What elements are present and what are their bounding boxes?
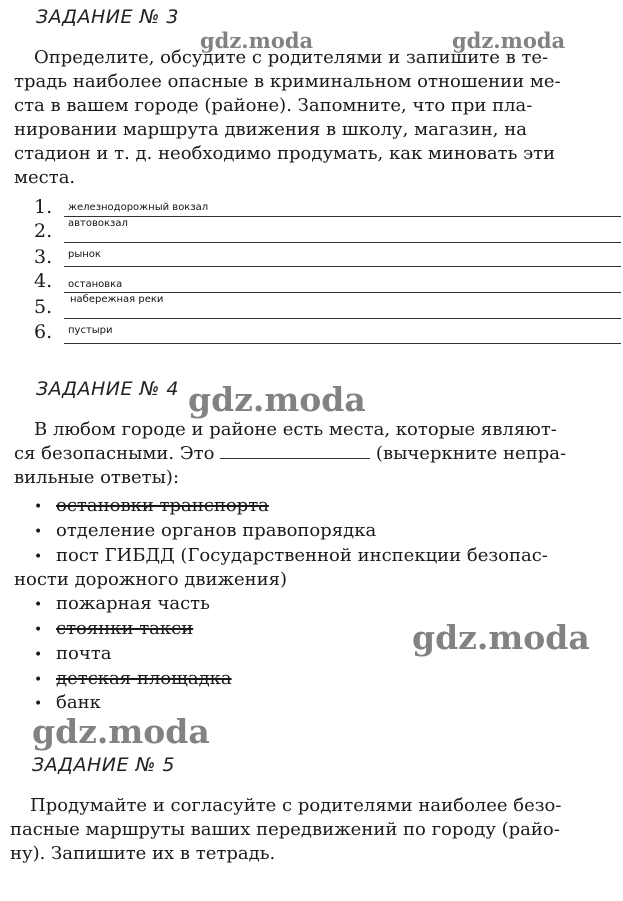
bullet-icon: • [34, 622, 43, 638]
handwritten-answer: железнодорожный вокзал [68, 202, 209, 213]
bullet-icon: • [34, 672, 43, 688]
list-item [34, 642, 111, 667]
answer-number: 6. [34, 321, 53, 343]
text-line: Продумайте и согласуйте с родителями наиболее безо- [30, 795, 562, 816]
answer-line [64, 242, 621, 243]
list-item [34, 519, 376, 544]
task3-heading: ЗАДАНИЕ № 3 [36, 6, 179, 28]
text-line: Определите, обсудите с родителями и запишите в те- [34, 47, 549, 68]
handwritten-answer: набережная реки [70, 294, 164, 305]
text-line: ста в вашем городе (районе). Запомните, что при пла- [14, 95, 533, 116]
watermark: gdz.moda [32, 712, 210, 751]
answer-line [64, 318, 621, 319]
text-line: места. [14, 167, 76, 188]
answer-line [64, 343, 621, 344]
text-line: нировании маршрута движения в школу, магазин, на [14, 119, 527, 140]
fill-in-blank [220, 442, 370, 459]
handwritten-answer: рынок [68, 249, 101, 260]
text-line: вильные ответы): [14, 467, 180, 488]
task4-heading: ЗАДАНИЕ № 4 [36, 378, 179, 400]
list-item-text: стоянки такси [56, 618, 194, 639]
text-line: пасные маршруты ваших передвижений по городу (райо- [10, 819, 560, 840]
list-item-text: остановки транспорта [56, 495, 269, 516]
answer-number: 3. [34, 246, 53, 268]
text-line: ну). Запишите их в тетрадь. [10, 843, 276, 864]
text-line: традь наиболее опасные в криминальном отношении ме- [14, 71, 561, 92]
task5-heading: ЗАДАНИЕ № 5 [32, 754, 175, 776]
answer-number: 4. [34, 270, 53, 292]
list-item-text: детская площадка [56, 668, 232, 689]
list-item-text: отделение органов правопорядка [56, 520, 377, 541]
text-line [14, 442, 622, 466]
handwritten-answer: пустыри [68, 325, 113, 336]
task4-text [14, 418, 622, 490]
list-item-text: почта [56, 643, 112, 664]
watermark: gdz.moda [412, 618, 590, 657]
list-item [34, 494, 269, 519]
bullet-icon: • [34, 696, 43, 712]
list-item-continuation [14, 568, 287, 592]
watermark: gdz.moda [188, 380, 366, 419]
list-item-text: ности дорожного движения) [14, 569, 288, 590]
list-item [34, 667, 232, 692]
bullet-icon: • [34, 524, 43, 540]
text-segment: (вычеркните непра- [375, 443, 567, 464]
bullet-icon: • [34, 499, 43, 515]
text-segment: ся безопасными. Это [14, 443, 215, 464]
watermark: gdz.moda [200, 28, 314, 53]
task5-text [10, 794, 618, 866]
text-line: стадион и т. д. необходимо продумать, как миновать эти [14, 143, 556, 164]
list-item-text: банк [56, 692, 101, 713]
list-item-text: пост ГИБДД (Государственной инспекции безопас- [56, 545, 548, 566]
bullet-icon: • [34, 647, 43, 663]
answer-number: 2. [34, 220, 53, 242]
text-line: В любом городе и районе есть места, которые являют- [34, 419, 557, 440]
answer-line [64, 292, 621, 293]
task3-text [14, 46, 622, 190]
answer-line [64, 216, 621, 217]
list-item [34, 617, 193, 642]
answer-line [64, 266, 621, 267]
list-item [34, 592, 210, 617]
list-item-text: пожарная часть [56, 593, 210, 614]
bullet-icon: • [34, 549, 43, 565]
handwritten-answer: автовокзал [68, 218, 128, 229]
watermark: gdz.moda [452, 28, 566, 53]
answer-number: 5. [34, 296, 53, 318]
bullet-icon: • [34, 597, 43, 613]
list-item [34, 544, 548, 569]
answer-number: 1. [34, 196, 53, 218]
handwritten-answer: остановка [68, 279, 123, 290]
